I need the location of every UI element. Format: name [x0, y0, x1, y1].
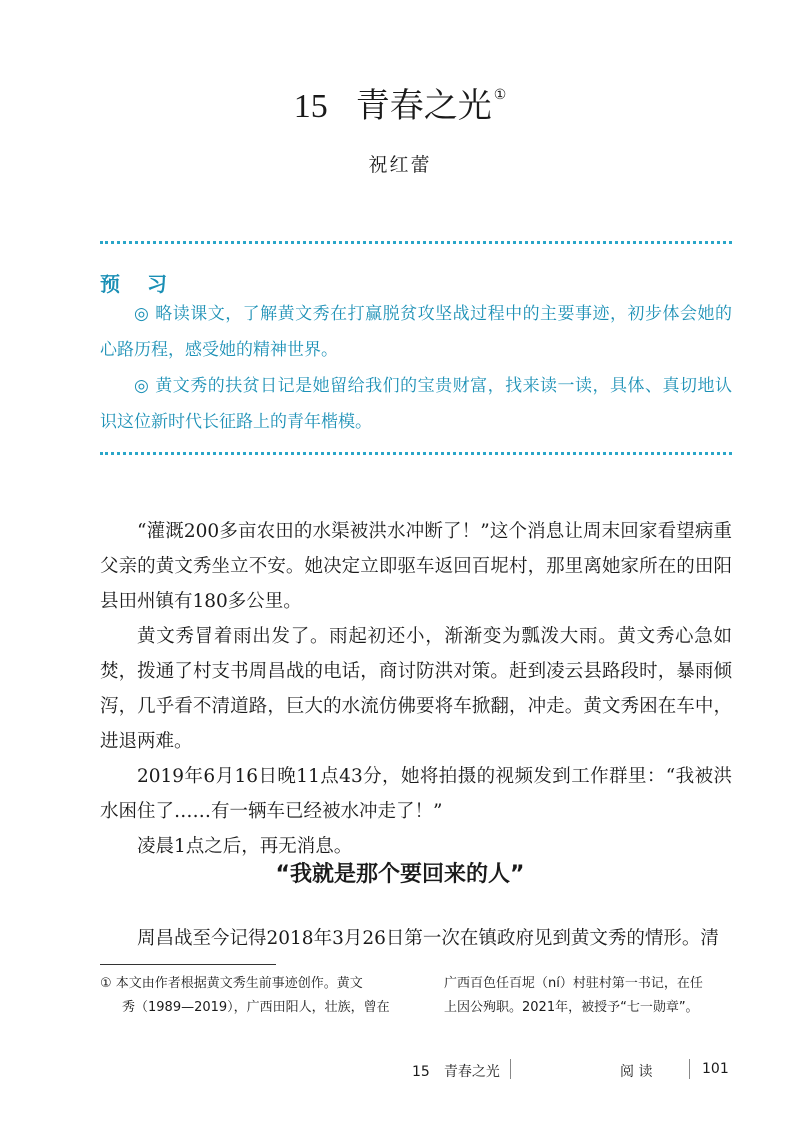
- paragraph: 凌晨1点之后，再无消息。: [137, 836, 353, 857]
- footnote-text: 秀（1989—2019），广西田阳人，壮族，曾在: [122, 1000, 390, 1015]
- footnote-line: [100, 972, 406, 996]
- preview-heading: 预 习: [100, 272, 177, 296]
- footnote-text: 广西百色任百坭（ní）村驻村第一书记，在任: [444, 976, 703, 991]
- footnote-mark: ①: [100, 976, 112, 991]
- page-number: 101: [702, 1061, 729, 1077]
- paragraph: 2019年6月16日晚11点43分，她将拍摄的视频发到工作群里：“我被洪水困住了……有一辆车已经被水冲走了！”: [100, 766, 732, 822]
- section-subheading: “我就是那个要回来的人”: [275, 862, 525, 887]
- footer-divider: [689, 1059, 690, 1079]
- footnote-text: 上因公殉职。2021年，被授予“七一勋章”。: [444, 1000, 699, 1015]
- author: 祝红蕾: [368, 154, 432, 176]
- lesson-number: 15: [293, 88, 328, 125]
- preview-item: ◎ 黄文秀的扶贫日记是她留给我们的宝贵财富，找来读一读，具体、真切地认识这位新时代长征路上的青年楷模。: [100, 376, 732, 432]
- footnote-text: 本文由作者根据黄文秀生前事迹创作。黄文: [115, 976, 363, 991]
- divider-top: [100, 241, 732, 244]
- preview-item: ◎ 略读课文，了解黄文秀在打赢脱贫攻坚战过程中的主要事迹，初步体会她的心路历程，感受她的精神世界。: [100, 304, 732, 360]
- footer-divider: [510, 1059, 511, 1079]
- footnote-right: [444, 972, 734, 1020]
- divider-bottom: [100, 452, 732, 455]
- footnote-left: [100, 972, 406, 1020]
- preview-list: [100, 296, 732, 440]
- body-text-continued: [100, 921, 732, 956]
- paragraph: “灌溉200多亩农田的水渠被洪水冲断了！”这个消息让周末回家看望病重父亲的黄文秀坐立不安。她决定立即驱车返回百坭村，那里离她家所在的田阳县田州镇有180多公里。: [100, 521, 732, 612]
- lesson-title-text: 青春之光: [355, 86, 492, 126]
- footnote-rule: [100, 964, 276, 965]
- paragraph: 黄文秀冒着雨出发了。雨起初还小，渐渐变为瓢泼大雨。黄文秀心急如焚，拨通了村支书周昌战的电话，商讨防洪对策。赶到凌云县路段时，暴雨倾泻，几乎看不清道路，巨大的水流仿佛要将车掀翻，冲走。黄文秀困在车中，进退两难。: [100, 626, 732, 752]
- footer-lesson: 15 青春之光: [412, 1064, 500, 1080]
- footnote-mark: ①: [493, 87, 507, 103]
- lesson-title: [0, 78, 800, 127]
- body-text: [100, 514, 732, 864]
- paragraph: 周昌战至今记得2018年3月26日第一次在镇政府见到黄文秀的情形。清: [137, 928, 719, 949]
- footer-section: 阅 读: [620, 1064, 653, 1080]
